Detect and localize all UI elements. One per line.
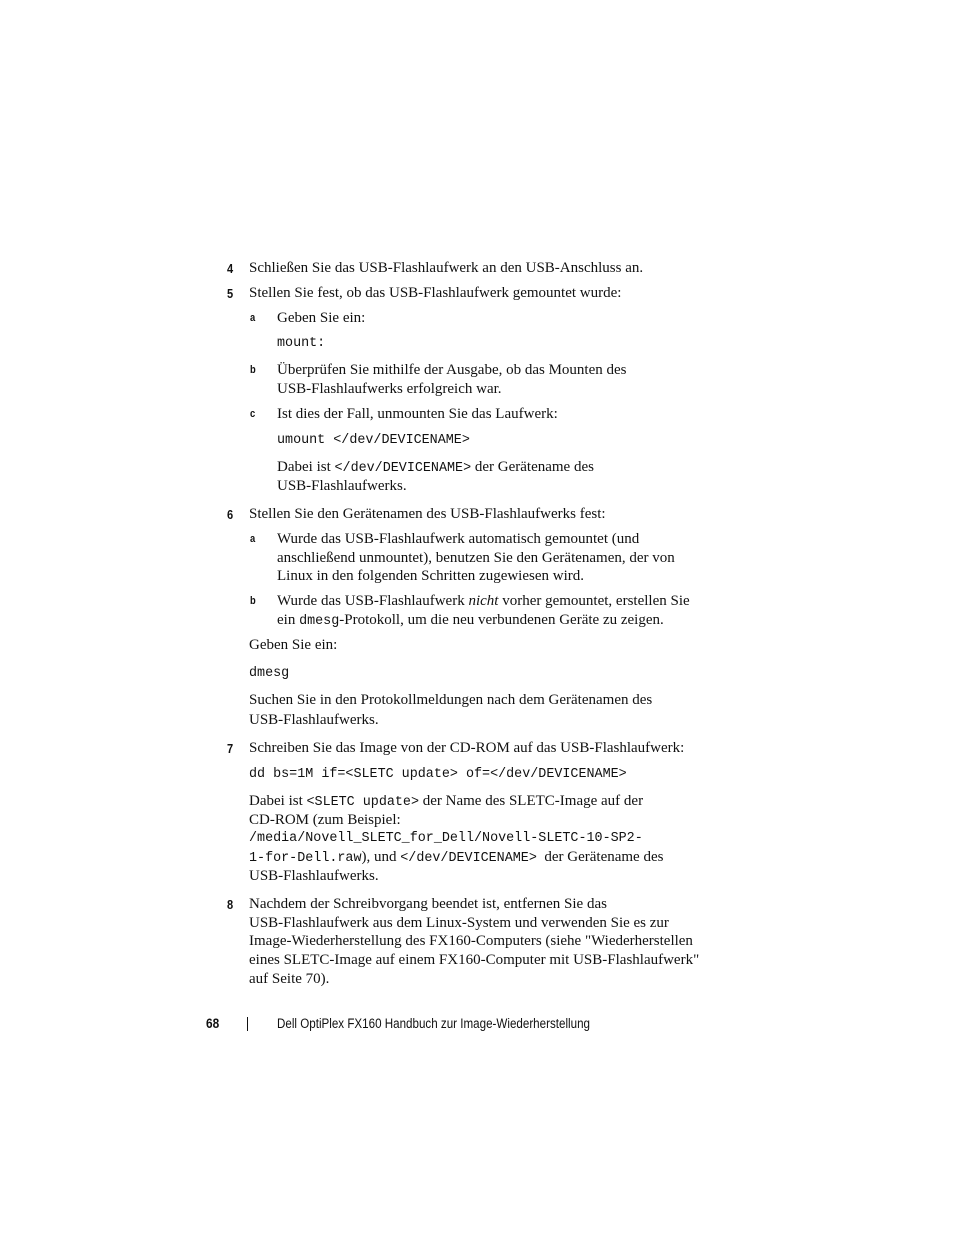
- code-line: /media/Novell_SLETC_for_Dell/Novell-SLETC-10-SP2-: [249, 831, 643, 846]
- step-text: Nachdem der Schreibvorgang beendet ist, entfernen Sie das: [249, 896, 607, 912]
- substep-letter: b: [250, 364, 256, 376]
- instruction-text: Suchen Sie in den Protokollmeldungen nach dem Gerätenamen des: [249, 692, 653, 708]
- step-number: 8: [227, 897, 234, 912]
- note-text-post: der Gerätename des: [536, 849, 664, 865]
- note-text-pre: Dabei ist: [249, 793, 307, 809]
- note-text: CD-ROM (zum Beispiel:: [249, 812, 401, 828]
- substep-text: Wurde das USB-Flashlaufwerk automatisch gemountet (und: [277, 531, 640, 547]
- note-text: [249, 848, 663, 868]
- code-line: mount:: [277, 336, 326, 351]
- substep-text: USB-Flashlaufwerks erfolgreich war.: [277, 381, 502, 397]
- code-line: umount </dev/DEVICENAME>: [277, 433, 470, 448]
- step-number: 5: [227, 286, 234, 301]
- inline-code: 1-for-Dell.raw: [249, 851, 362, 866]
- substep-letter: c: [250, 408, 256, 420]
- step-text: Stellen Sie den Gerätenamen des USB-Flashlaufwerks fest:: [249, 506, 606, 522]
- code-line: dmesg: [249, 666, 290, 681]
- substep-text-post: -Protokoll, um die neu verbundenen Geräte zu zeigen.: [339, 612, 664, 628]
- inline-code: <SLETC update>: [306, 795, 419, 810]
- substep-text: [277, 592, 690, 611]
- note-text: USB-Flashlaufwerks.: [277, 478, 407, 494]
- substep-text-post: vorher gemountet, erstellen Sie: [498, 593, 690, 609]
- note-text: [277, 458, 594, 478]
- note-text: [249, 792, 643, 812]
- substep-text: Ist dies der Fall, unmounten Sie das Laufwerk:: [277, 406, 558, 422]
- note-text-post: der Gerätename des: [471, 459, 594, 475]
- instruction-text: Geben Sie ein:: [249, 637, 338, 653]
- footer-title: Dell OptiPlex FX160 Handbuch zur Image-Wiederherstellung: [277, 1016, 590, 1031]
- note-text-post: der Name des SLETC-Image auf der: [419, 793, 644, 809]
- step-number: 7: [227, 741, 234, 756]
- step-number: 4: [227, 261, 234, 276]
- note-text-mid: ), und: [361, 849, 401, 865]
- substep-text: anschließend unmountet), benutzen Sie den Gerätenamen, der von: [277, 550, 675, 566]
- substep-text-pre: Wurde das USB-Flashlaufwerk: [277, 593, 469, 609]
- inline-code: </dev/DEVICENAME>: [334, 461, 472, 476]
- note-text-pre: Dabei ist: [277, 459, 335, 475]
- step-text: USB-Flashlaufwerk aus dem Linux-System und verwenden Sie es zur: [249, 915, 669, 931]
- step-text: Stellen Sie fest, ob das USB-Flashlaufwerk gemountet wurde:: [249, 285, 622, 301]
- substep-text: Überprüfen Sie mithilfe der Ausgabe, ob das Mounten des: [277, 362, 627, 378]
- step-text: Image-Wiederherstellung des FX160-Computers (siehe "Wiederherstellen: [249, 933, 693, 949]
- note-text: USB-Flashlaufwerks.: [249, 868, 379, 884]
- step-text: Schließen Sie das USB-Flashlaufwerk an den USB-Anschluss an.: [249, 260, 644, 276]
- inline-code: </dev/DEVICENAME>: [400, 851, 537, 866]
- instruction-text: USB-Flashlaufwerks.: [249, 712, 379, 728]
- step-text: eines SLETC-Image auf einem FX160-Computer mit USB-Flashlaufwerk": [249, 952, 700, 968]
- inline-code: dmesg: [299, 614, 340, 629]
- substep-text: Linux in den folgenden Schritten zugewiesen wird.: [277, 568, 585, 584]
- code-line: dd bs=1M if=<SLETC update> of=</dev/DEVICENAME>: [249, 767, 627, 782]
- substep-text: [277, 611, 664, 631]
- step-text: Schreiben Sie das Image von der CD-ROM auf das USB-Flashlaufwerk:: [249, 740, 685, 756]
- step-number: 6: [227, 507, 234, 522]
- substep-text-pre: ein: [277, 612, 300, 628]
- step-text: auf Seite 70).: [249, 971, 330, 987]
- footer-divider: [247, 1017, 248, 1031]
- substep-text: Geben Sie ein:: [277, 310, 366, 326]
- substep-letter: b: [250, 595, 256, 607]
- substep-letter: a: [250, 533, 256, 545]
- page-number: 68: [206, 1016, 220, 1031]
- substep-letter: a: [250, 312, 256, 324]
- emphasis-text: nicht: [468, 593, 499, 609]
